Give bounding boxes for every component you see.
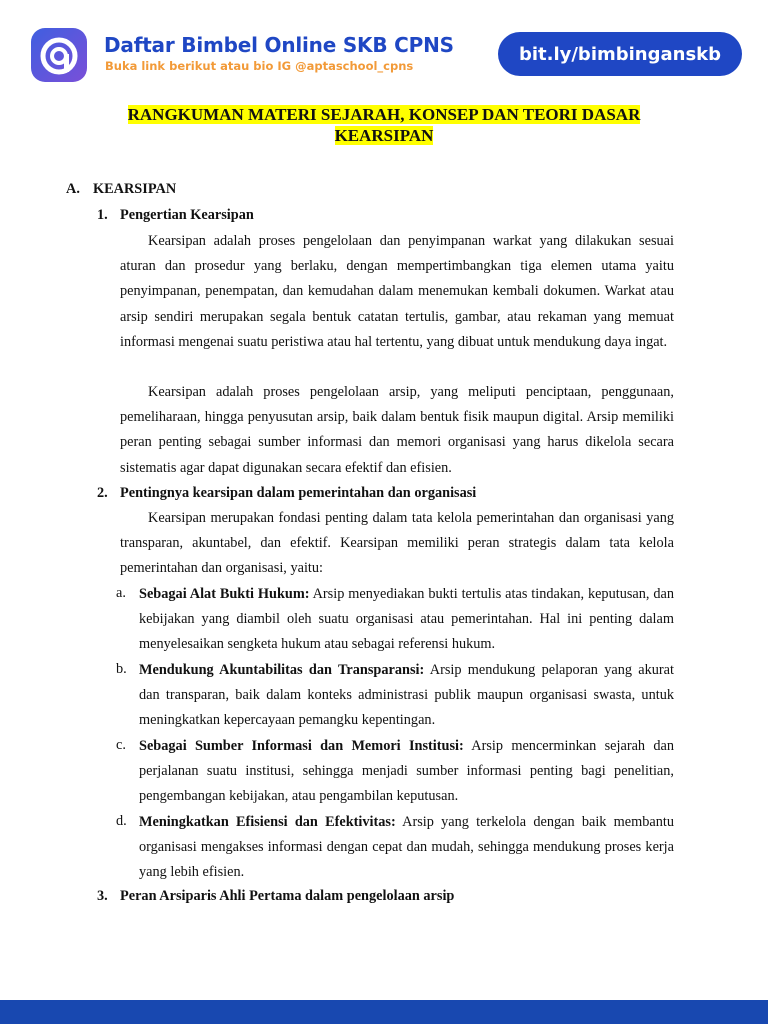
item-1-paragraph-1: Kearsipan adalah proses pengelolaan dan penyimpanan warkat yang dilakukan sesuai aturan dan prosedur yang berlaku, dengan mempertimbangkan tiga elemen utama yaitu penyimpanan, penempatan, dan kemudahan dalam menemukan kembali dokumen. Warkat atau arsip sendiri merupakan segala bentuk catatan tertulis, gambar, atau rekaman yang memuat informasi mengenai suatu peristiwa atau hal tertentu, yang dibuat untuk mendukung daya ingat. [120, 233, 674, 350]
registration-link-button[interactable]: bit.ly/bimbinganskb [498, 32, 742, 76]
footer-bar [0, 1000, 768, 1024]
subitem-c-marker: c. [116, 737, 126, 753]
subitem-b-bold: Mendukung Akuntabilitas dan Transparansi: [139, 662, 425, 678]
section-a-heading: KEARSIPAN [93, 181, 177, 197]
item-3-heading: Peran Arsiparis Ahli Pertama dalam pengelolaan arsip [120, 888, 455, 904]
promo-header [0, 0, 768, 86]
aptaschool-logo-icon [31, 28, 87, 82]
item-1-paragraph-2: Kearsipan adalah proses pengelolaan arsip, yang meliputi penciptaan, penggunaan, pemeliharaan, hingga penyusutan arsip, baik dalam bentuk fisik maupun digital. Arsip memiliki peran penting sebagai sumber informasi dan memori organisasi yang harus dikelola secara sistematis agar dapat digunakan secara efektif dan efisien. [120, 384, 674, 476]
subitem-a-text [139, 582, 674, 658]
item-2-paragraph-1: Kearsipan merupakan fondasi penting dalam tata kelola pemerintahan dan organisasi yang transparan, akuntabel, dan efektif. Kearsipan memiliki peran strategis dalam tata kelola pemerintahan dan organisasi, yaitu: [120, 510, 674, 577]
title-line-2: KEARSIPAN [334, 126, 434, 145]
subitem-b-marker: b. [116, 661, 127, 677]
item-1-heading: Pengertian Kearsipan [120, 207, 254, 223]
subitem-c-body: Arsip mencerminkan sejarah dan perjalanan suatu institusi, sehingga menjadi sumber informasi penting bagi penelitian, pengembangan kebijakan, atau pengambilan keputusan. [139, 738, 675, 805]
subitem-c-bold: Sebagai Sumber Informasi dan Memori Institusi: [139, 738, 464, 754]
item-3-marker: 3. [97, 888, 108, 904]
subitem-d-body: Arsip yang terkelola dengan baik membantu organisasi mengakses informasi dengan cepat dan mudah, sehingga mendukung proses kerja yang lebih efisien. [139, 814, 674, 881]
subitem-c-text [139, 734, 674, 810]
title-line-1: RANGKUMAN MATERI SEJARAH, KONSEP DAN TEORI DASAR [127, 105, 641, 124]
banner-subtitle: Buka link berikut atau bio IG @aptaschool_cpns [105, 59, 414, 73]
subitem-a-bold: Sebagai Alat Bukti Hukum: [139, 586, 310, 602]
subitem-d-marker: d. [116, 813, 127, 829]
subitem-a-marker: a. [116, 585, 126, 601]
subitem-d-text [139, 810, 674, 886]
item-2-marker: 2. [97, 485, 108, 501]
subitem-b-text [139, 658, 674, 734]
banner-title: Daftar Bimbel Online SKB CPNS [104, 33, 454, 57]
subitem-d-bold: Meningkatkan Efisiensi dan Efektivitas: [139, 814, 396, 830]
subitem-b-body: Arsip mendukung pelaporan yang akurat dan transparan, baik dalam konteks administrasi publik maupun organisasi swasta, untuk meningkatkan kepercayaan pemangku kepentingan. [139, 662, 675, 729]
item-2-heading: Pentingnya kearsipan dalam pemerintahan dan organisasi [120, 485, 477, 501]
section-a-marker: A. [66, 181, 80, 197]
document-title [100, 104, 668, 146]
subitem-a-body: Arsip menyediakan bukti tertulis atas tindakan, keputusan, dan kebijakan yang diambil oleh suatu organisasi atau pemerintahan. Hal ini penting dalam menyelesaikan sengketa hukum atau sebagai referensi hukum. [139, 586, 674, 653]
item-1-marker: 1. [97, 207, 108, 223]
